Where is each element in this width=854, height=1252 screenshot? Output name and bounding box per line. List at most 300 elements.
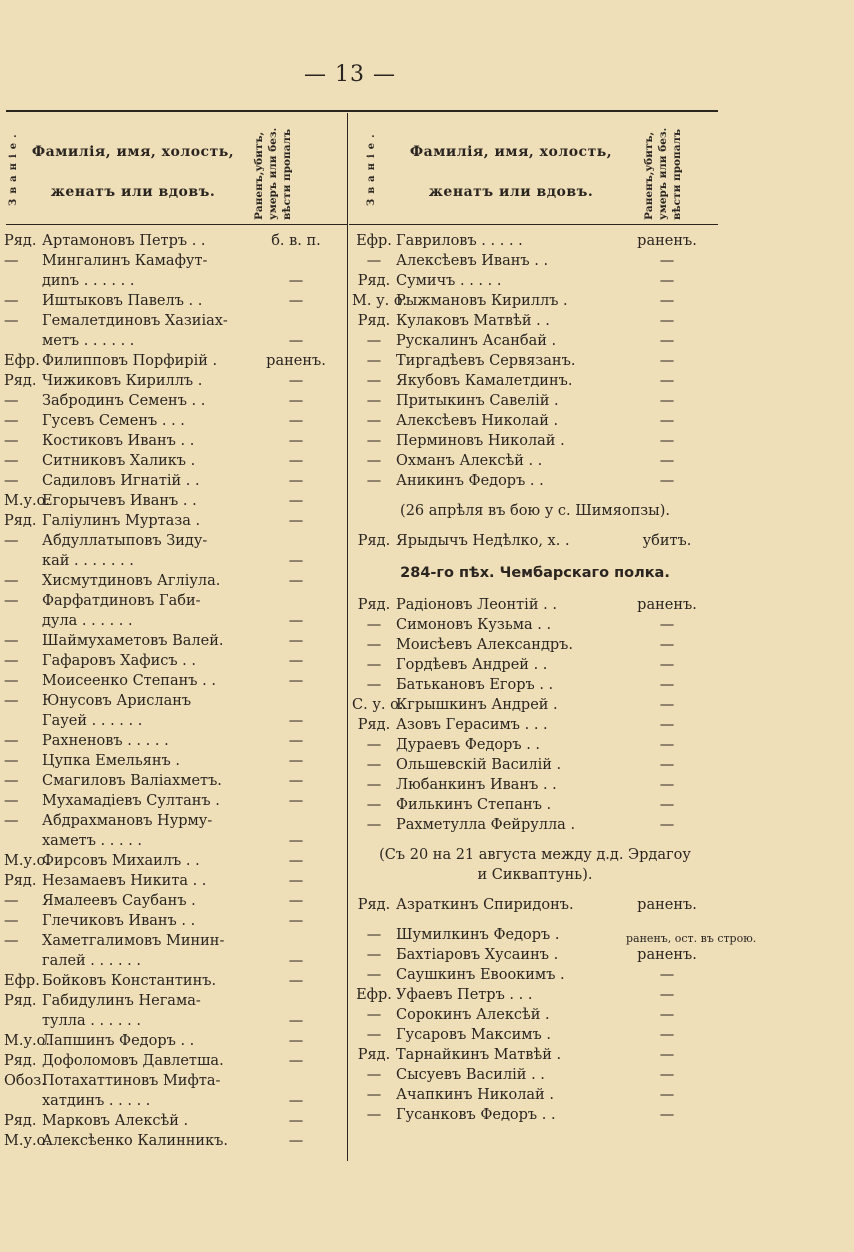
list-item (4, 511, 344, 531)
entry-status: — (288, 553, 304, 569)
list-item (4, 991, 344, 1011)
entry-name: Дураевъ Федоръ . . (396, 737, 541, 753)
entry-status: раненъ. (637, 897, 697, 913)
list-item (4, 691, 344, 711)
entry-status: — (659, 1027, 675, 1043)
entry-rank: Ряд. (4, 373, 37, 389)
entry-rank: М.у.о. (4, 853, 50, 869)
entry-name: Дофоломовъ Давлетша. (42, 1053, 224, 1069)
entry-status: раненъ. (637, 597, 697, 613)
entry-name: тулла . . . . . . (42, 1013, 141, 1029)
entry-status: — (288, 413, 304, 429)
entry-name: Бойковъ Константинъ. (42, 973, 217, 989)
entry-rank: — (4, 813, 19, 829)
list-item (4, 911, 344, 931)
list-item (352, 311, 718, 331)
entry-rank: — (366, 1087, 382, 1103)
rank-header: Званіе. (8, 129, 19, 207)
entry-rank: — (366, 1027, 382, 1043)
entry-name: Алексѣевъ Николай . (396, 413, 559, 429)
list-item (4, 591, 344, 611)
list-item (4, 291, 344, 311)
entry-rank: — (366, 333, 382, 349)
entry-status: — (659, 1047, 675, 1063)
list-item (352, 795, 718, 815)
name-header-line1: Фамилія, имя, холость, (31, 144, 235, 160)
list-item (4, 971, 344, 991)
list-item (352, 251, 718, 271)
entry-rank: — (4, 773, 19, 789)
entry-status: — (659, 677, 675, 693)
entry-name: галей . . . . . . (42, 953, 142, 969)
entry-status: — (288, 573, 304, 589)
entry-name: Егорычевъ Иванъ . . (42, 493, 197, 509)
entry-status: — (659, 1007, 675, 1023)
entry-name: Уфаевъ Петръ . . . (396, 987, 533, 1003)
list-item (352, 1065, 718, 1085)
entry-rank: — (4, 293, 19, 309)
entry-rank: М.у.о. (4, 493, 50, 509)
entry-name: Забродинъ Семенъ . . (42, 393, 206, 409)
entry-name: Гусанковъ Федоръ . . (396, 1107, 556, 1123)
entry-status: — (659, 453, 675, 469)
list-item (352, 615, 718, 635)
entry-rank: Ряд. (4, 233, 37, 249)
entry-name: Батькановъ Егоръ . . (396, 677, 554, 693)
list-item (352, 635, 718, 655)
entry-name: Любанкинъ Иванъ . . (396, 777, 557, 793)
list-item (4, 1011, 344, 1031)
entry-rank: — (4, 413, 19, 429)
entry-rank: — (366, 657, 382, 673)
entry-rank: — (4, 533, 19, 549)
entry-name: Смагиловъ Валіахметъ. (42, 773, 222, 789)
entry-rank: Обоз. (4, 1073, 46, 1089)
entry-rank: Ряд. (357, 597, 391, 613)
entry-name: Сумичъ . . . . . (396, 273, 502, 289)
entry-name: Цупка Емельянъ . (42, 753, 180, 769)
entry-rank: — (4, 593, 19, 609)
entry-rank: Ефр. (4, 973, 40, 989)
right-group-b (352, 531, 718, 551)
entry-status: — (288, 373, 304, 389)
entry-status: — (659, 797, 675, 813)
list-item (352, 1085, 718, 1105)
left-header (4, 112, 344, 225)
list-item (4, 851, 344, 871)
list-item (4, 1111, 344, 1131)
list-item (4, 791, 344, 811)
list-item (352, 675, 718, 695)
entry-name: Алексѣевъ Иванъ . . (396, 253, 549, 269)
entry-rank: Ефр. (356, 233, 392, 249)
entry-name: Кгрышкинъ Андрей . (396, 697, 558, 713)
left-entries (4, 225, 344, 1151)
entry-name: Гордѣевъ Андрей . . (396, 657, 548, 673)
entry-rank: Ефр. (356, 987, 392, 1003)
entry-rank: Ряд. (357, 897, 391, 913)
list-item (4, 651, 344, 671)
list-item (352, 895, 718, 915)
entry-status: — (288, 1013, 304, 1029)
list-item (352, 1005, 718, 1025)
entry-name: Юнусовъ Арисланъ (42, 693, 192, 709)
list-item (4, 251, 344, 271)
entry-status: — (659, 987, 675, 1003)
entry-rank: — (366, 947, 382, 963)
entry-rank: — (4, 673, 19, 689)
list-item (4, 951, 344, 971)
entry-status: — (288, 873, 304, 889)
list-item (352, 331, 718, 351)
name-header-line2: женатъ или вдовъ. (50, 184, 216, 200)
entry-rank: М.у.о. (4, 1033, 50, 1049)
entry-rank: — (366, 1067, 382, 1083)
entry-name: Радіоновъ Леонтій . . (396, 597, 557, 613)
entry-rank: — (366, 253, 382, 269)
list-item (352, 471, 718, 491)
name-header (30, 132, 236, 212)
list-item (352, 965, 718, 985)
entry-name: Чижиковъ Кириллъ . (42, 373, 203, 389)
entry-rank: — (4, 433, 19, 449)
entry-status: — (659, 617, 675, 633)
entry-rank: Ефр. (4, 353, 40, 369)
entry-name: Ситниковъ Халикъ . (42, 453, 196, 469)
entry-name: Моисѣевъ Александръ. (396, 637, 573, 653)
entry-name: Абдуллатыповъ Зиду- (42, 533, 208, 549)
entry-status: — (288, 1133, 304, 1149)
list-item (352, 1025, 718, 1045)
entry-status: — (288, 713, 304, 729)
entry-name: Сорокинъ Алексѣй . (396, 1007, 550, 1023)
entry-rank: — (366, 433, 382, 449)
entry-rank: — (366, 1107, 382, 1123)
entry-status: — (288, 633, 304, 649)
entry-status: — (659, 433, 675, 449)
list-item (4, 491, 344, 511)
entry-status: — (288, 673, 304, 689)
entry-name: Гусаровъ Максимъ . (396, 1027, 551, 1043)
regiment-heading: 284-го пѣх. Чембарскаго полка. (400, 565, 670, 581)
entry-status: — (659, 737, 675, 753)
entry-status: раненъ. (637, 947, 697, 963)
entry-status: — (288, 1093, 304, 1109)
entry-name: Мухамадіевъ Султанъ . (42, 793, 220, 809)
entry-status: — (288, 833, 304, 849)
entry-status: — (288, 1033, 304, 1049)
list-item (352, 945, 718, 965)
entry-rank: — (4, 733, 19, 749)
entry-rank: С. у. о. (352, 697, 404, 713)
entry-status: — (659, 1107, 675, 1123)
list-item (352, 411, 718, 431)
entry-rank: — (4, 453, 19, 469)
entry-rank: Ряд. (4, 1053, 37, 1069)
list-item (352, 985, 718, 1005)
entry-rank: — (4, 933, 19, 949)
list-item (352, 371, 718, 391)
right-group-a (352, 231, 718, 491)
entry-status: — (288, 273, 304, 289)
entry-status: — (659, 637, 675, 653)
entry-rank: — (4, 633, 19, 649)
entry-rank: — (4, 573, 19, 589)
entry-status: — (288, 293, 304, 309)
entry-name: Кулаковъ Матвѣй . . (396, 313, 550, 329)
entry-name: Марковъ Алексѣй . (42, 1113, 189, 1129)
entry-status: — (288, 793, 304, 809)
entry-name: метъ . . . . . . (42, 333, 135, 349)
entry-name: диnъ . . . . . . (42, 273, 135, 289)
entry-name: Гусевъ Семенъ . . . (42, 413, 185, 429)
entry-name: Габидулинъ Негама- (42, 993, 201, 1009)
list-item (4, 771, 344, 791)
entry-rank: — (366, 393, 382, 409)
entry-rank: — (4, 753, 19, 769)
list-item (4, 331, 344, 351)
status-header: Раненъ,убитъ, умеръ или без. вѣсти пропалъ (643, 127, 683, 220)
entry-rank: Ряд. (4, 993, 37, 1009)
list-item (4, 631, 344, 651)
entry-status: раненъ. (266, 353, 326, 369)
entry-name: Охманъ Алексѣй . . (396, 453, 543, 469)
entry-name: Бахтіаровъ Хусаинъ . (396, 947, 559, 963)
list-item (352, 231, 718, 251)
list-item (352, 655, 718, 675)
entry-rank: М.у.о. (4, 1133, 50, 1149)
entry-status: — (659, 293, 675, 309)
entry-name: Азраткинъ Спиридонъ. (396, 897, 574, 913)
entry-name: Гавриловъ . . . . . (396, 233, 523, 249)
entry-name: Гауей . . . . . . (42, 713, 143, 729)
battle-note: (Съ 20 на 21 августа между д.д. Эрдагоу и Сикваптунь). (379, 847, 691, 883)
entry-status: — (288, 753, 304, 769)
entry-name: Филькинъ Степанъ . (396, 797, 552, 813)
list-item (352, 695, 718, 715)
entry-name: Притыкинъ Савелій . (396, 393, 559, 409)
list-item (352, 271, 718, 291)
entry-rank: Ряд. (357, 1047, 391, 1063)
entry-name: Ачапкинъ Николай . (396, 1087, 554, 1103)
entry-rank: Ряд. (357, 313, 391, 329)
entry-rank: — (366, 927, 382, 943)
entry-status: убитъ. (642, 533, 692, 549)
list-item (352, 391, 718, 411)
entry-status: — (659, 657, 675, 673)
entry-status: — (288, 973, 304, 989)
entry-rank: Ряд. (357, 273, 391, 289)
entry-rank: — (366, 797, 382, 813)
list-item (4, 1091, 344, 1111)
entry-name: Потахаттиновъ Мифта- (42, 1073, 221, 1089)
entry-rank: — (4, 893, 19, 909)
entry-status: — (288, 433, 304, 449)
entry-status: — (659, 717, 675, 733)
entry-name: Саушкинъ Евоокимъ . (396, 967, 565, 983)
list-item (4, 611, 344, 631)
entry-name: Галіулинъ Муртаза . (42, 513, 201, 529)
name-header-line1: Фамилія, имя, холость, (409, 144, 613, 160)
entry-status: — (288, 953, 304, 969)
right-group-c (352, 595, 718, 835)
entry-name: Филипповъ Порфирій . (42, 353, 218, 369)
entry-name: кай . . . . . . . (42, 553, 134, 569)
list-item (4, 471, 344, 491)
list-item (4, 1031, 344, 1051)
list-item (4, 431, 344, 451)
list-item (4, 831, 344, 851)
entry-name: Артамоновъ Петръ . . (42, 233, 206, 249)
entry-status: — (659, 1087, 675, 1103)
entry-name: Иштыковъ Павелъ . . (42, 293, 203, 309)
entry-status: — (659, 313, 675, 329)
list-item (352, 451, 718, 471)
rank-header: Званіе. (366, 129, 377, 207)
entry-rank: — (366, 353, 382, 369)
list-item (4, 391, 344, 411)
list-item (352, 431, 718, 451)
entry-name: хатдинъ . . . . . (42, 1093, 151, 1109)
column-divider (347, 113, 348, 1161)
entry-status: — (659, 757, 675, 773)
entry-rank: Ряд. (4, 1113, 37, 1129)
entry-status: — (659, 333, 675, 349)
entry-status: — (659, 967, 675, 983)
list-item (4, 231, 344, 251)
entry-name: Рахненовъ . . . . . (42, 733, 169, 749)
entry-name: Фирсовъ Михаилъ . . (42, 853, 200, 869)
entry-name: Якубовъ Камалетдинъ. (396, 373, 573, 389)
entry-name: Перминовъ Николай . (396, 433, 565, 449)
name-header (396, 132, 626, 212)
list-item (4, 1051, 344, 1071)
entry-rank: — (4, 473, 19, 489)
entry-rank: — (4, 693, 19, 709)
entry-status: — (288, 913, 304, 929)
entry-name: хаметъ . . . . . (42, 833, 143, 849)
entry-rank: — (366, 453, 382, 469)
entry-name: Рахметулла Фейрулла . (396, 817, 576, 833)
entry-status: — (288, 493, 304, 509)
entry-name: Ольшевскій Василій . (396, 757, 562, 773)
list-item (4, 571, 344, 591)
list-item (4, 711, 344, 731)
list-item (352, 775, 718, 795)
entry-name: Хаметгалимовъ Минин- (42, 933, 225, 949)
entry-name: Шаймухаметовъ Валей. (42, 633, 224, 649)
entry-name: Шумилкинъ Федоръ . (396, 927, 560, 943)
list-item (4, 411, 344, 431)
list-item (4, 1131, 344, 1151)
entry-name: Алексѣенко Калинникъ. (42, 1133, 228, 1149)
entry-rank: — (4, 653, 19, 669)
entry-rank: — (366, 617, 382, 633)
list-item (4, 371, 344, 391)
entry-status: — (659, 473, 675, 489)
entry-rank: М. у. о. (352, 293, 408, 309)
entry-name: Азовъ Герасимъ . . . (396, 717, 548, 733)
entry-status: раненъ, ост. въ строю. (626, 932, 757, 945)
entry-status: — (288, 653, 304, 669)
list-item (4, 891, 344, 911)
list-item (4, 1071, 344, 1091)
list-item (4, 871, 344, 891)
list-item (352, 755, 718, 775)
list-item (4, 811, 344, 831)
entry-status: — (659, 373, 675, 389)
entry-status: — (659, 273, 675, 289)
entry-status: — (288, 853, 304, 869)
entry-status: — (288, 513, 304, 529)
entry-rank: — (366, 757, 382, 773)
list-item (4, 351, 344, 371)
entry-rank: — (366, 777, 382, 793)
entry-status: — (288, 733, 304, 749)
entry-rank: — (4, 913, 19, 929)
entry-rank: — (4, 393, 19, 409)
entry-rank: — (4, 313, 19, 329)
right-entries (352, 225, 757, 1125)
list-item (4, 531, 344, 551)
entry-status: — (659, 413, 675, 429)
right-header (352, 112, 718, 225)
entry-name: Глечиковъ Иванъ . . (42, 913, 196, 929)
entry-name: Рыжмановъ Кириллъ . (396, 293, 568, 309)
entry-name: Тиргадѣевъ Сервязанъ. (396, 353, 576, 369)
entry-name: Гафаровъ Хафисъ . . (42, 653, 197, 669)
right-group-d (352, 895, 757, 1125)
entry-status: — (659, 253, 675, 269)
entry-status: — (288, 453, 304, 469)
entry-status: — (288, 893, 304, 909)
list-item (352, 531, 718, 551)
list-item (352, 291, 718, 311)
entry-name: Садиловъ Игнатій . . (42, 473, 200, 489)
entry-name: Аникинъ Федоръ . . (396, 473, 544, 489)
entry-name: Абдрахмановъ Нурму- (42, 813, 213, 829)
list-item (352, 351, 718, 371)
entry-rank: — (366, 677, 382, 693)
entry-status: — (288, 773, 304, 789)
entry-rank: Ряд. (357, 533, 391, 549)
entry-rank: — (366, 373, 382, 389)
entry-name: Сысуевъ Василій . . (396, 1067, 545, 1083)
entry-status: — (288, 613, 304, 629)
entry-status: — (288, 1113, 304, 1129)
entry-status: — (659, 353, 675, 369)
entry-status: — (659, 1067, 675, 1083)
list-item (4, 311, 344, 331)
entry-name: Ямалеевъ Саубанъ . (42, 893, 196, 909)
list-item (4, 731, 344, 751)
list-item (352, 815, 718, 835)
list-item (4, 671, 344, 691)
entry-status: — (659, 817, 675, 833)
name-header-line2: женатъ или вдовъ. (428, 184, 594, 200)
battle-note: (26 апрѣля въ бою у с. Шимяопзы). (400, 503, 670, 519)
entry-rank: — (366, 1007, 382, 1023)
entry-rank: — (366, 413, 382, 429)
entry-status: — (659, 777, 675, 793)
entry-rank: — (366, 737, 382, 753)
entry-status: б. в. п. (271, 233, 321, 249)
entry-status: раненъ. (637, 233, 697, 249)
right-column (352, 112, 757, 1125)
list-item (4, 451, 344, 471)
list-item (352, 735, 718, 755)
list-item (352, 1045, 718, 1065)
